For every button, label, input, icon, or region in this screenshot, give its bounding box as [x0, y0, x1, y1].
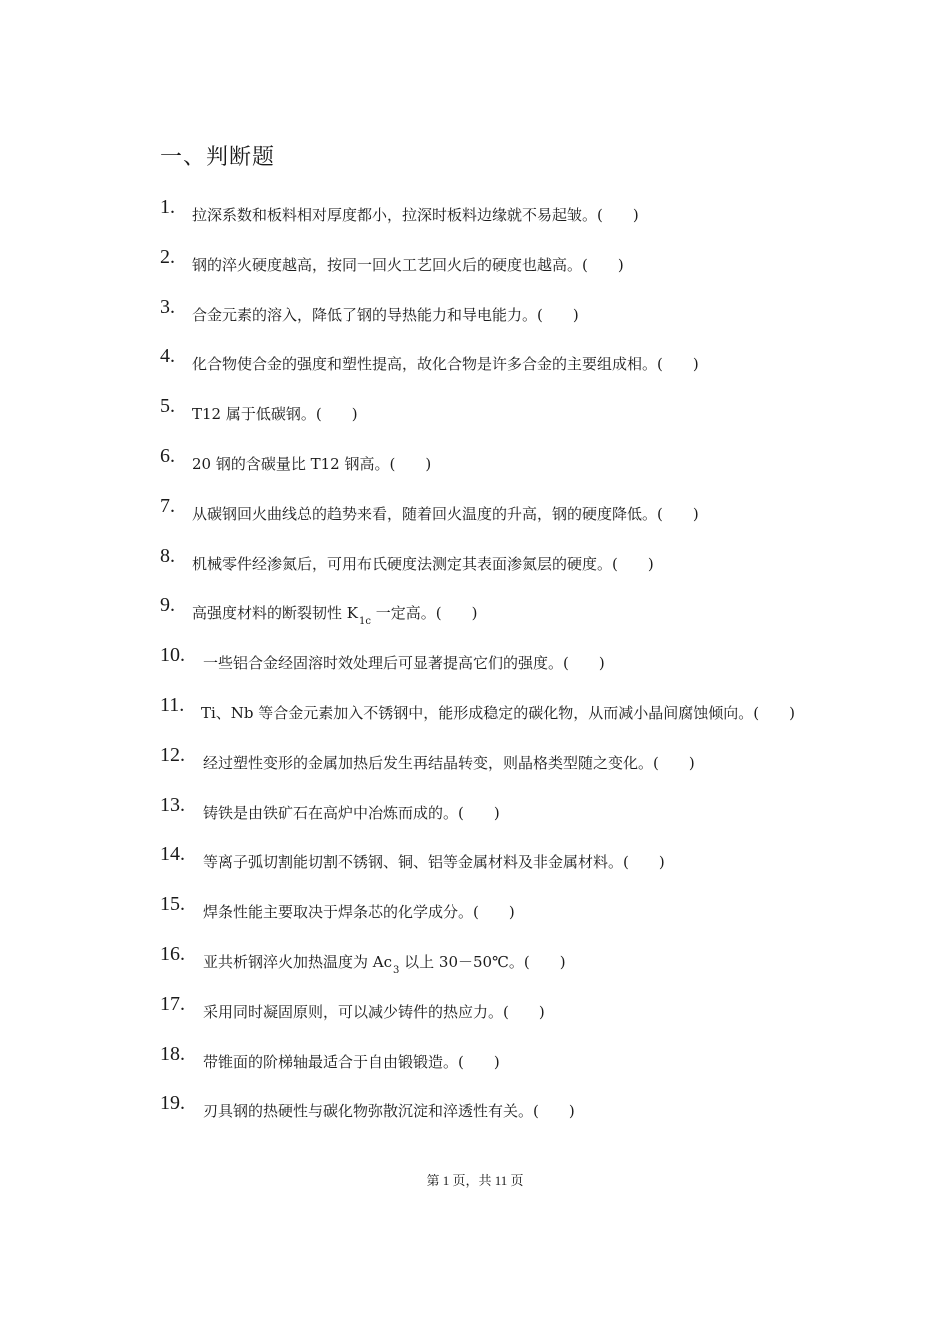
question-number: 2. [160, 245, 175, 268]
question-number: 11. [160, 693, 185, 716]
question-number: 16. [160, 942, 185, 965]
question-item [160, 545, 900, 595]
question-item [160, 395, 900, 445]
question-item [160, 345, 900, 395]
question-text: 带锥面的阶梯轴最适合于自由锻锻造。( ) [203, 1052, 500, 1071]
question-number: 5. [160, 395, 175, 418]
question-text: 钢的淬火硬度越高，按同一回火工艺回火后的硬度也越高。( ) [192, 255, 624, 274]
question-text: 拉深系数和板料相对厚度都小，拉深时板料边缘就不易起皱。( ) [192, 206, 639, 224]
question-item [160, 594, 900, 644]
section-title: 一、判断题 [160, 145, 276, 170]
question-text [203, 951, 566, 976]
question-number: 17. [160, 992, 185, 1015]
question-item [160, 644, 900, 694]
question-text: 等离子弧切割能切割不锈钢、铜、铝等金属材料及非金属材料。( ) [203, 853, 665, 872]
question-number: 15. [160, 893, 185, 916]
question-item [160, 694, 900, 744]
question-item [160, 943, 900, 993]
question-text-main: 高强度材料的断裂韧性 K [192, 604, 358, 623]
question-text: 经过塑性变形的金属加热后发生再结晶转变，则晶格类型随之变化。( ) [203, 753, 695, 772]
question-text-main: 亚共析钢淬火加热温度为 Ac [203, 952, 393, 971]
question-number: 12. [160, 743, 185, 766]
question-number: 19. [160, 1092, 185, 1115]
question-number: 3. [160, 295, 175, 318]
question-item [160, 993, 900, 1043]
question-number: 9. [160, 594, 175, 617]
question-number: 13. [160, 793, 185, 816]
question-list [160, 196, 900, 1142]
question-text: 机械零件经渗氮后，可用布氏硬度法测定其表面渗氮层的硬度。( ) [192, 554, 654, 573]
question-number: 8. [160, 544, 175, 567]
subscript: 1c [358, 616, 371, 628]
question-number: 14. [160, 843, 185, 866]
question-item [160, 445, 900, 495]
question-text-tail: 以上 30－50℃。( ) [399, 952, 566, 971]
question-item [160, 794, 900, 844]
question-number: 4. [160, 345, 175, 368]
question-item [160, 296, 900, 346]
question-item [160, 893, 900, 943]
question-item [160, 196, 900, 246]
question-text: 采用同时凝固原则，可以减少铸件的热应力。( ) [203, 1002, 545, 1021]
question-item [160, 744, 900, 794]
subscript: 3 [393, 964, 400, 976]
question-text: 化合物使合金的强度和塑性提高，故化合物是许多合金的主要组成相。( ) [192, 355, 699, 374]
question-text: 20 钢的含碳量比 T12 钢高。( ) [192, 454, 432, 473]
question-item [160, 1043, 900, 1093]
question-number: 1. [160, 196, 175, 218]
question-text: 合金元素的溶入，降低了钢的导热能力和导电能力。( ) [192, 305, 579, 324]
question-item [160, 843, 900, 893]
page-footer: 第 1 页，共 11 页 [426, 1173, 524, 1188]
question-text: 从碳钢回火曲线总的趋势来看，随着回火温度的升高，钢的硬度降低。( ) [192, 504, 699, 523]
question-item [160, 495, 900, 545]
question-number: 10. [160, 644, 185, 667]
question-text [192, 602, 478, 628]
question-text: 刃具钢的热硬性与碳化物弥散沉淀和淬透性有关。( ) [203, 1102, 575, 1121]
question-text: 焊条性能主要取决于焊条芯的化学成分。( ) [203, 903, 515, 922]
question-text: 铸铁是由铁矿石在高炉中冶炼而成的。( ) [203, 803, 500, 822]
question-text: T12 属于低碳钢。( ) [192, 405, 358, 424]
question-text: Ti、Nb 等合金元素加入不锈钢中，能形成稳定的碳化物，从而减小晶间腐蚀倾向。( ) [201, 703, 796, 722]
question-number: 18. [160, 1042, 185, 1065]
question-number: 6. [160, 444, 175, 467]
question-text-tail: 一定高。( ) [370, 604, 478, 623]
question-text: 一些铝合金经固溶时效处理后可显著提高它们的强度。( ) [203, 654, 605, 673]
question-number: 7. [160, 494, 175, 517]
question-item [160, 1092, 900, 1142]
question-item [160, 246, 900, 296]
